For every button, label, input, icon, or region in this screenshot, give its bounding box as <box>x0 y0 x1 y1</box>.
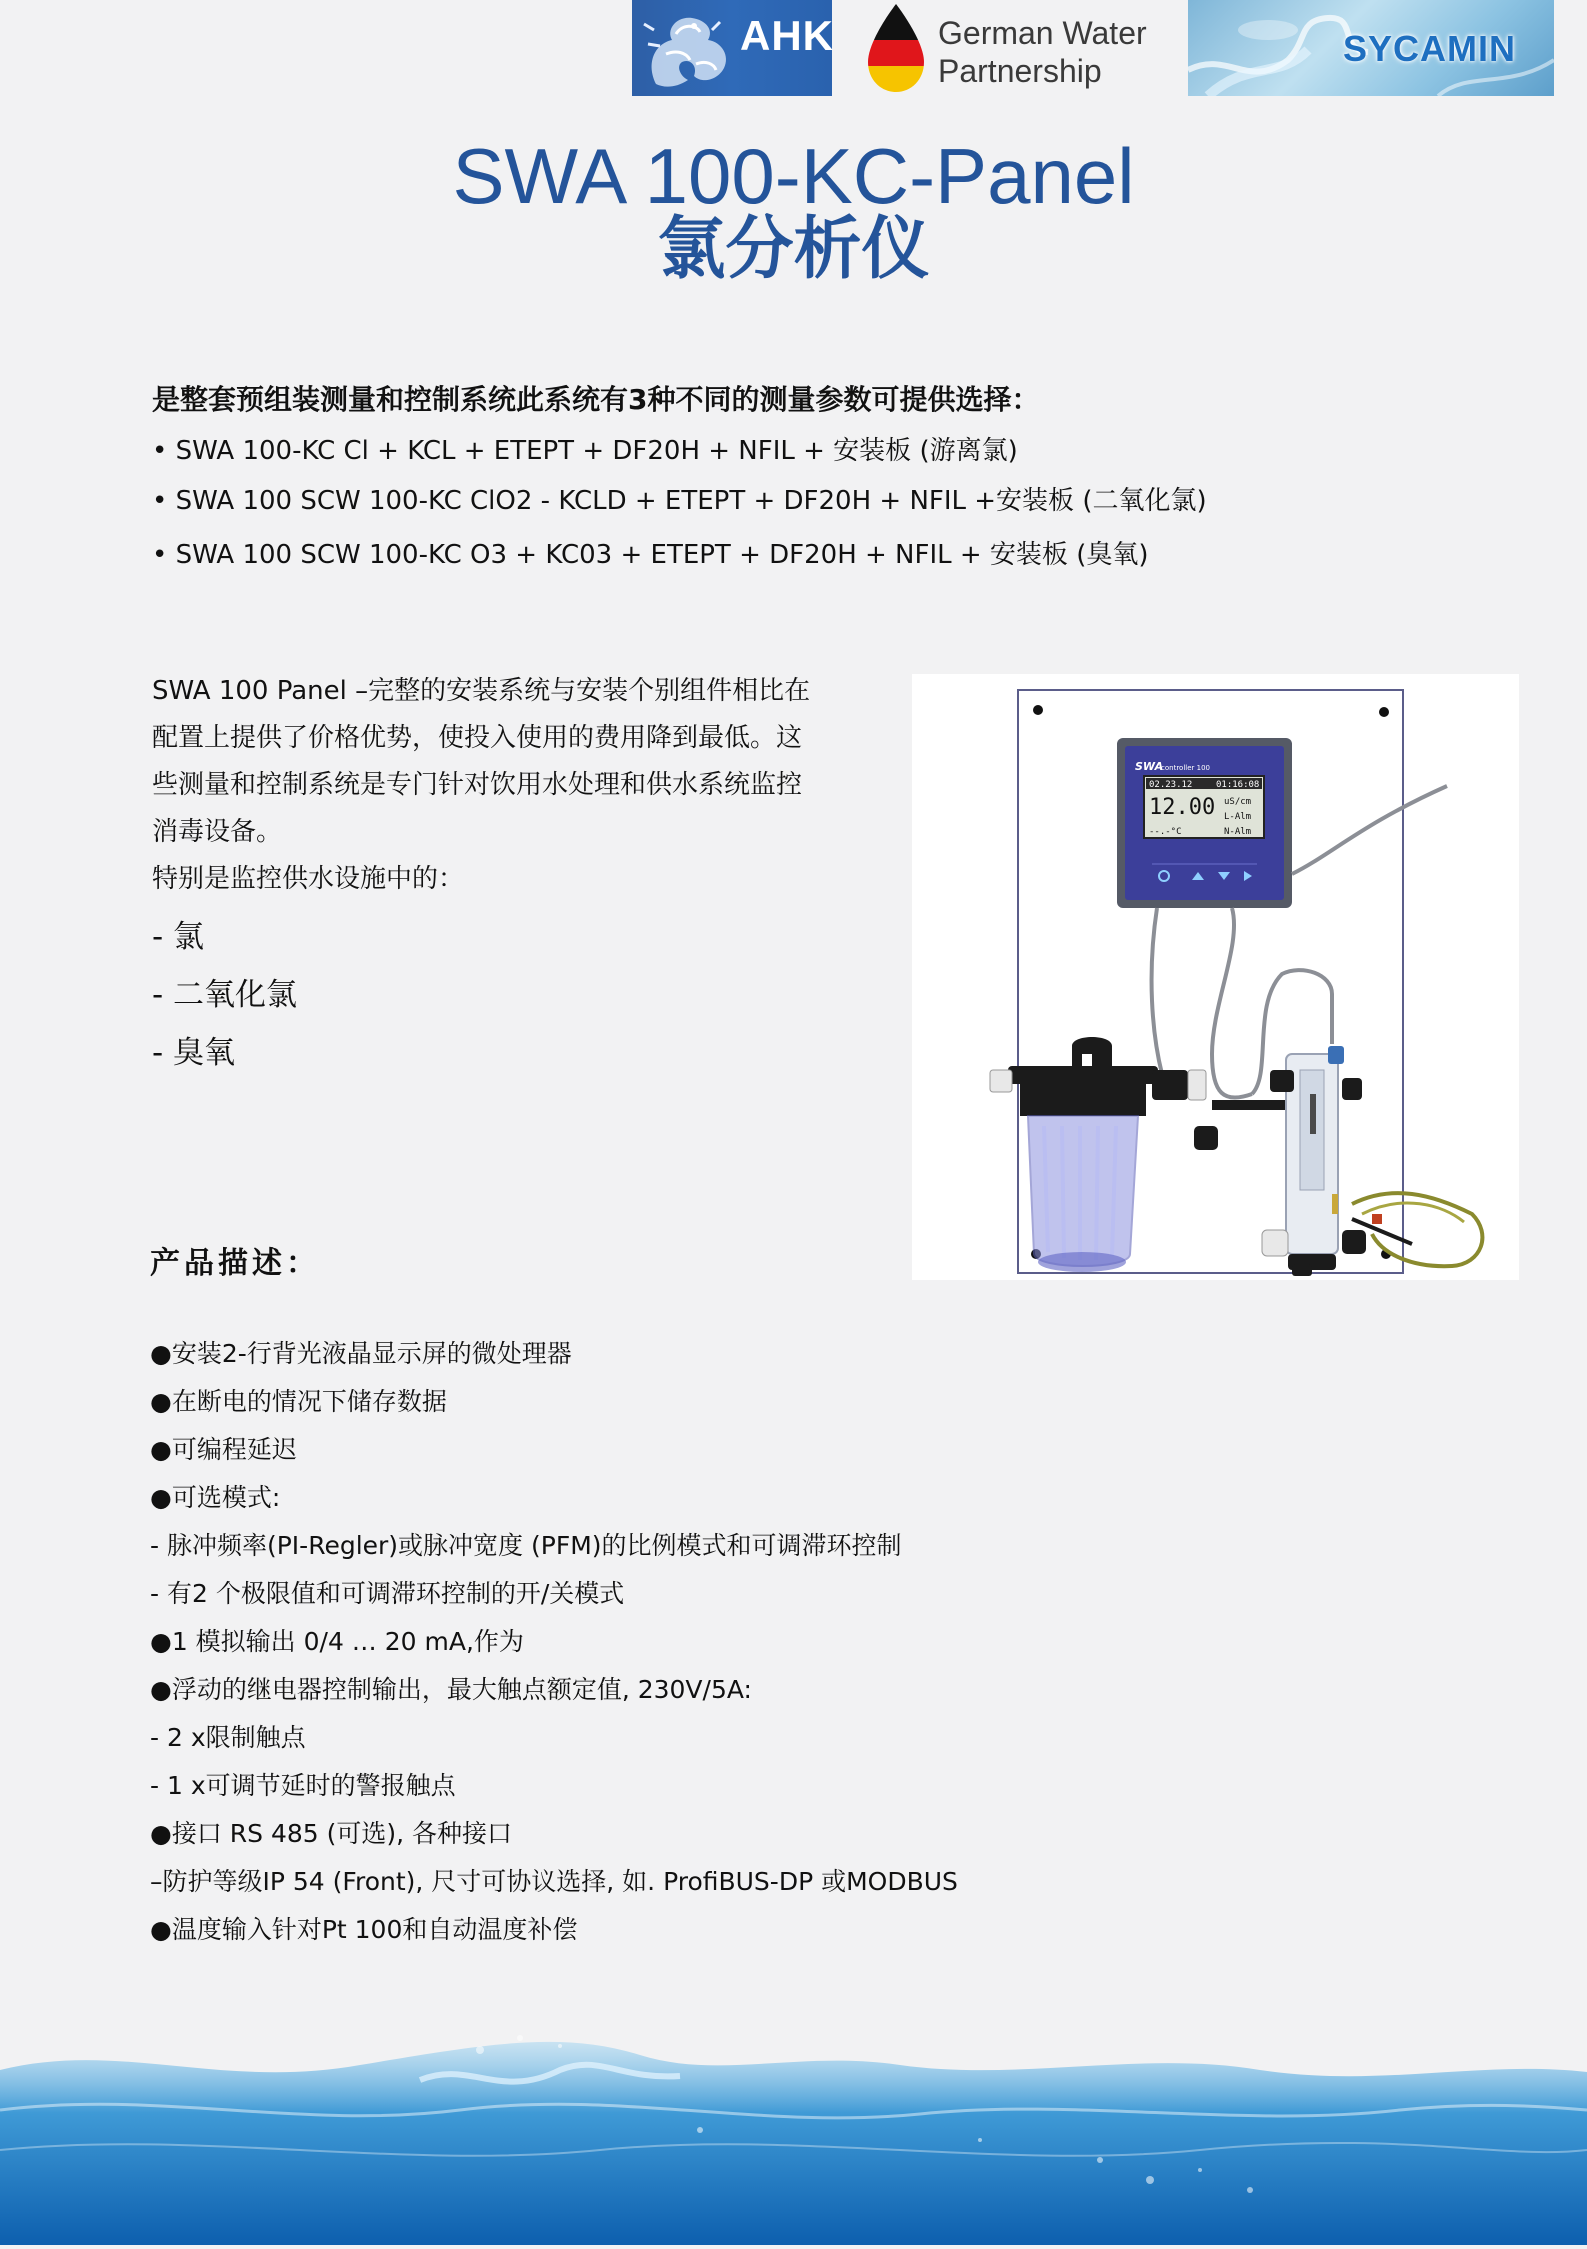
gwp-logo-text: German Water Partnership <box>938 15 1147 89</box>
feature-item: –防护等级IP 54 (Front), 尺寸可协议选择, 如. ProfiBUS-DP 或MODBUS <box>150 1867 958 1896</box>
page-title: SWA 100-KC-Panel <box>452 132 1135 220</box>
page-subtitle: 氯分析仪 <box>657 210 930 289</box>
display-time: 01:16:08 <box>1216 780 1260 790</box>
display-temperature: --.-°C <box>1149 827 1182 837</box>
feature-item: - 1 x可调节延时的警报触点 <box>150 1771 456 1800</box>
feature-item: ●在断电的情况下储存数据 <box>150 1387 447 1416</box>
description-subheading: 特别是监控供水设施中的： <box>152 864 465 894</box>
description-line: 些测量和控制系统是专门针对饮用水处理和供水系统监控 <box>152 770 803 800</box>
intro-heading: 是整套预组装测量和控制系统此系统有3种不同的测量参数可提供选择： <box>152 383 1040 416</box>
dragon-icon <box>636 4 736 92</box>
description-block <box>152 668 842 903</box>
display-date: 02.23.12 <box>1149 780 1193 790</box>
sensor-connector <box>1328 1046 1344 1064</box>
feature-item: - 2 x限制触点 <box>150 1723 306 1752</box>
sycamin-logo <box>1188 0 1554 96</box>
monitored-substances-list <box>152 908 297 1082</box>
screw-icon <box>1033 705 1043 715</box>
display-unit: uS/cm <box>1224 797 1252 807</box>
configuration-list <box>152 426 1207 580</box>
ahk-logo <box>632 0 832 96</box>
water-wave-illustration <box>0 2010 1587 2245</box>
feature-item: ●可编程延迟 <box>150 1435 297 1464</box>
feature-item: ●可选模式: <box>150 1483 281 1512</box>
water-wave-footer <box>0 2010 1587 2245</box>
description-line: 消毒设备。 <box>152 817 283 847</box>
water-drop-flag-icon <box>856 0 936 96</box>
substance-item: - 臭氧 <box>152 1035 236 1071</box>
sycamin-logo-text: SYCAMIN <box>1343 28 1517 69</box>
feature-item: - 有2 个极限值和可调滞环控制的开/关模式 <box>150 1579 625 1608</box>
product-photo <box>912 674 1519 1280</box>
description-line: SWA 100 Panel –完整的安装系统与安装个别组件相比在 <box>152 676 811 706</box>
features-heading: 产品描述： <box>150 1246 320 1281</box>
display-alarm-low: L-Alm <box>1224 812 1252 822</box>
filter-handle <box>1072 1037 1112 1066</box>
logo-bar <box>632 0 1554 96</box>
analyzer-panel-illustration <box>912 674 1519 1280</box>
feature-item: - 脉冲频率(PI-Regler)或脉冲宽度 (PFM)的比例模式和可调滞环控制 <box>150 1531 902 1560</box>
feature-item: ●1 模拟输出 0/4 … 20 mA,作为 <box>150 1627 524 1656</box>
ahk-logo-text: AHK <box>740 12 834 59</box>
display-model: controller 100 <box>1161 764 1210 772</box>
description-line: 配置上提供了价格优势，使投入使用的费用降到最低。这 <box>152 723 803 753</box>
feature-item: ●安装2-行背光液晶显示屏的微处理器 <box>150 1339 572 1368</box>
configuration-item: • SWA 100-KC Cl + KCL + ETEPT + DF20H + NFIL + 安装板 (游离氯) <box>152 436 1018 466</box>
feature-item: ●接口 RS 485 (可选), 各种接口 <box>150 1819 513 1848</box>
feature-item: ●温度输入针对Pt 100和自动温度补偿 <box>150 1915 578 1944</box>
screw-icon <box>1379 707 1389 717</box>
display-alarm-high: N-Alm <box>1224 827 1252 837</box>
filter-head <box>1008 1066 1158 1084</box>
configuration-item: • SWA 100 SCW 100-KC O3 + KC03 + ETEPT + DF20H + NFIL + 安装板 (臭氧) <box>152 540 1149 570</box>
configuration-item: • SWA 100 SCW 100-KC ClO2 - KCLD + ETEPT + DF20H + NFIL +安装板 (二氧化氯) <box>152 486 1207 516</box>
display-value: 12.00 <box>1149 795 1216 820</box>
substance-item: - 二氧化氯 <box>152 977 298 1013</box>
feature-item: ●浮动的继电器控制输出，最大触点额定值, 230V/5A: <box>150 1675 752 1704</box>
features-list <box>150 1330 958 1954</box>
display-brand: SWA <box>1135 760 1164 773</box>
substance-item: - 氯 <box>152 919 205 955</box>
german-water-partnership-logo <box>856 0 1186 96</box>
